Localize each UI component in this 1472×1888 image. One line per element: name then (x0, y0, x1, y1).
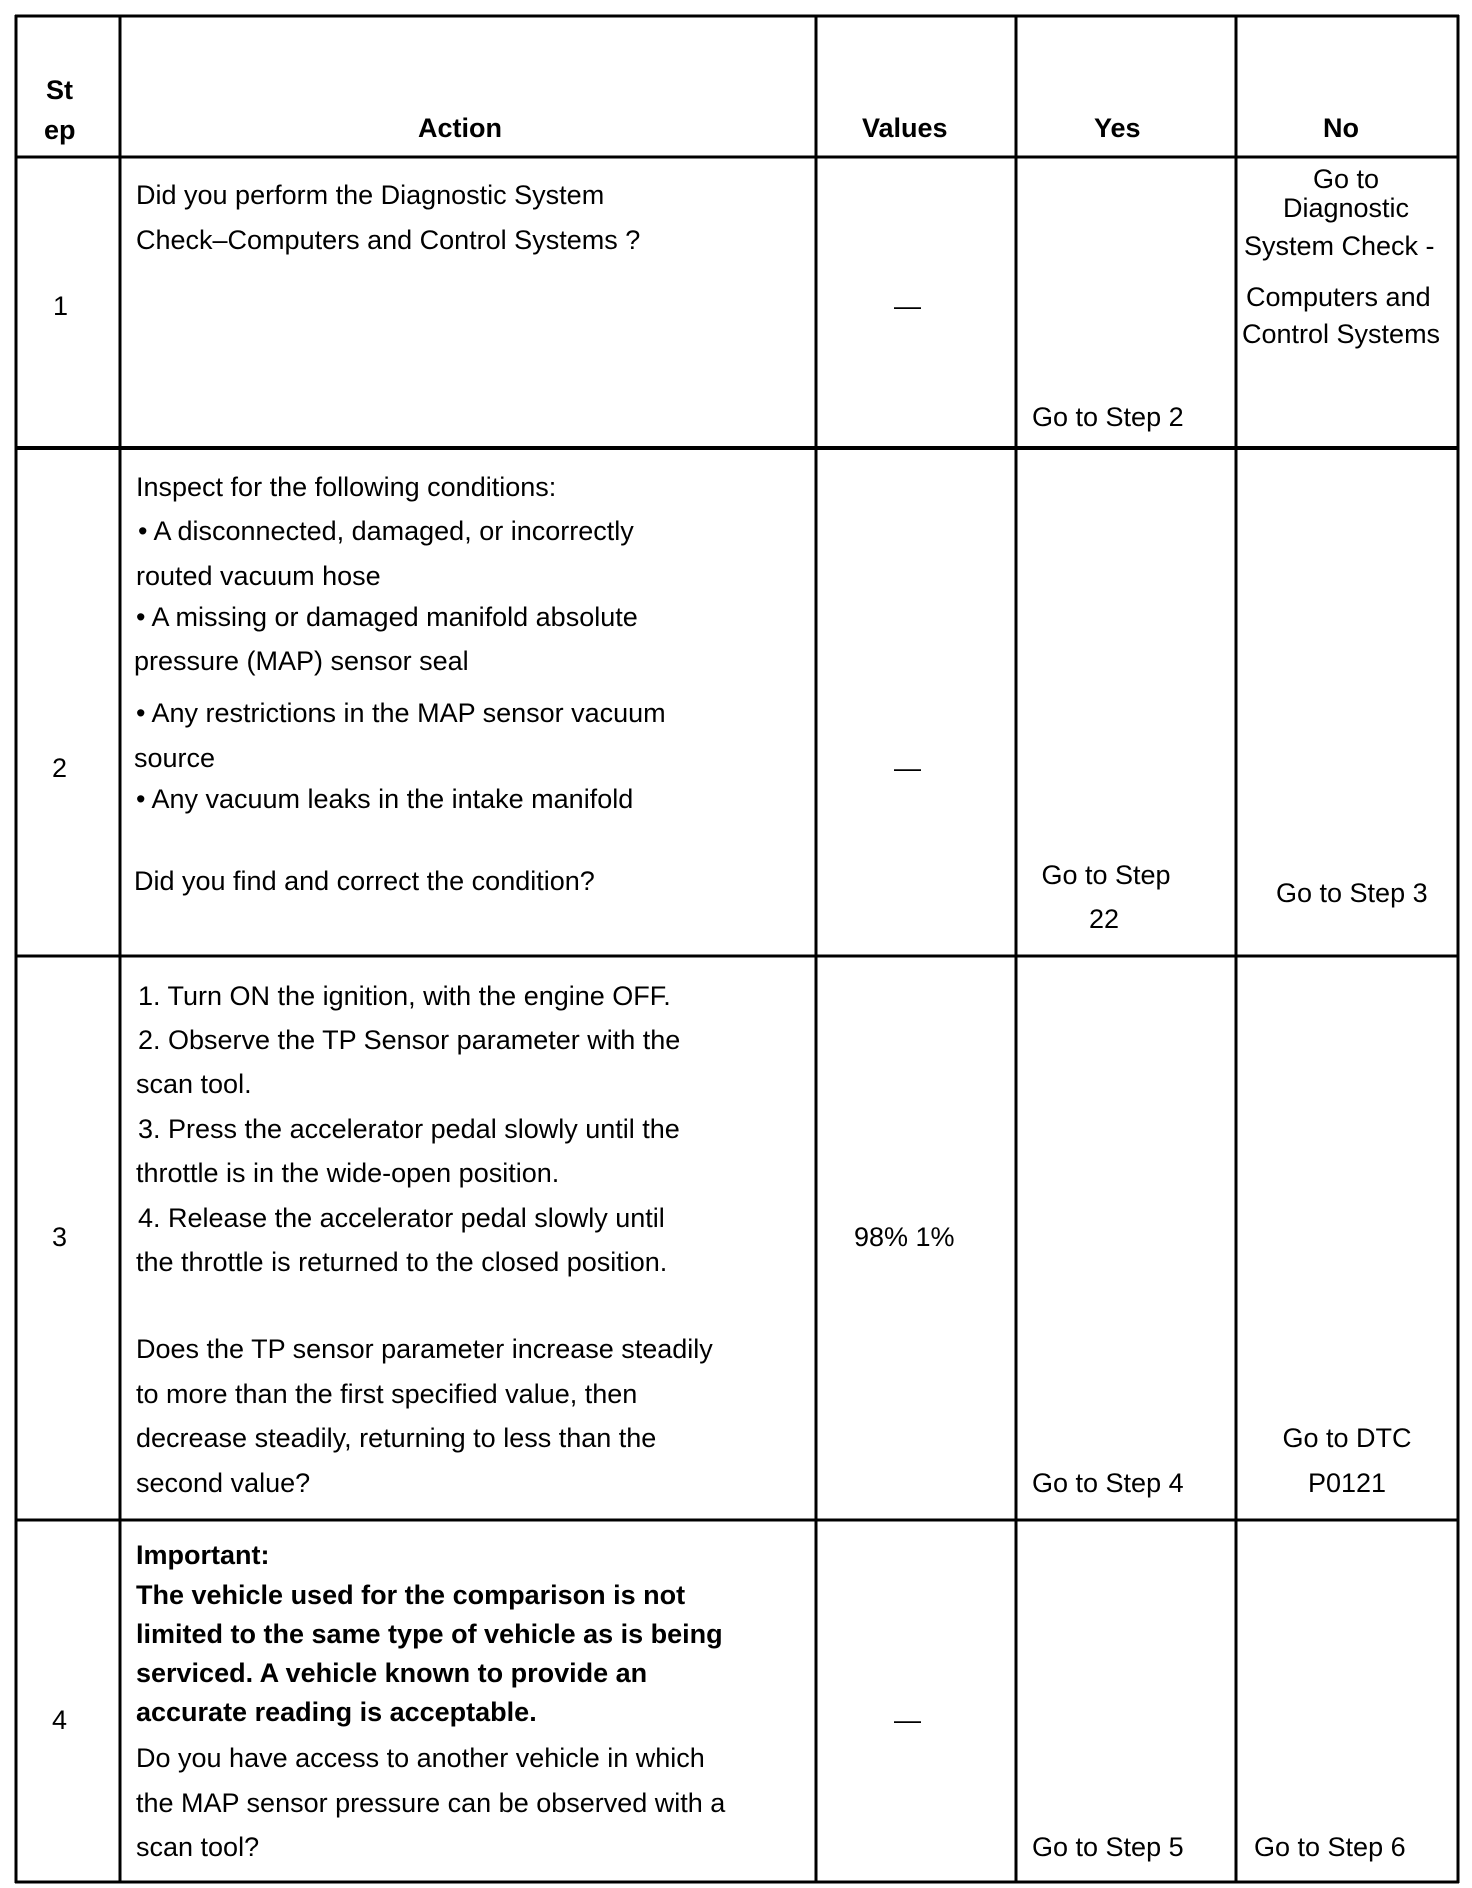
row2-yes-line: 22 (1088, 904, 1120, 934)
row3-action-line: scan tool. (136, 1069, 252, 1099)
row4-important-line: The vehicle used for the comparison is not (136, 1580, 686, 1610)
row2-action-line: • Any restrictions in the MAP sensor vacuum (136, 698, 666, 728)
row3-action-line: 2. Observe the TP Sensor parameter with the (138, 1025, 681, 1055)
row2-no: Go to Step 3 (1276, 878, 1428, 908)
row4-important-line: serviced. A vehicle known to provide an (136, 1658, 648, 1688)
row1-action-line: Check–Computers and Control Systems ? (136, 225, 641, 255)
row4-action-line: the MAP sensor pressure can be observed with a (136, 1788, 726, 1818)
row2-action-line: Did you find and correct the condition? (134, 866, 595, 896)
row4-no: Go to Step 6 (1254, 1832, 1406, 1862)
row3-action-line: throttle is in the wide-open position. (136, 1158, 560, 1188)
row3-action-line: decrease steadily, returning to less than the (136, 1423, 657, 1453)
row1-action-line: Did you perform the Diagnostic System (136, 180, 605, 210)
row2-action-line: • Any vacuum leaks in the intake manifold (136, 784, 634, 814)
row4-value: — (894, 1705, 921, 1735)
row2-action-line: • A disconnected, damaged, or incorrectly (138, 516, 634, 546)
header-step-line1: St (46, 75, 73, 105)
row2-action-line: • A missing or damaged manifold absolute (136, 602, 638, 632)
row3-value: 98% 1% (854, 1222, 955, 1252)
row4-action-line: scan tool? (136, 1832, 260, 1862)
row3-action-line: the throttle is returned to the closed position. (136, 1247, 668, 1277)
row1-no-line: Computers and (1246, 282, 1431, 312)
header-yes: Yes (1094, 113, 1141, 143)
row2-value: — (894, 753, 921, 783)
row1-yes: Go to Step 2 (1032, 402, 1184, 432)
row4-step: 4 (52, 1705, 68, 1735)
row3-action-line: 1. Turn ON the ignition, with the engine OFF. (138, 981, 671, 1011)
row4-action-line: Do you have access to another vehicle in which (136, 1743, 705, 1773)
header-values: Values (862, 113, 948, 143)
row3-action-line: Does the TP sensor parameter increase steadily (136, 1334, 713, 1364)
row4-important-label: Important: (136, 1540, 270, 1570)
row2-action-line: routed vacuum hose (136, 561, 381, 591)
row3-action-line: 3. Press the accelerator pedal slowly until the (138, 1114, 680, 1144)
row3-action-line: 4. Release the accelerator pedal slowly until (138, 1203, 665, 1233)
row3-no-line: P0121 (1307, 1468, 1387, 1498)
row3-step: 3 (52, 1222, 68, 1252)
row1-step: 1 (53, 291, 69, 321)
row3-no-line: Go to DTC (1282, 1423, 1412, 1453)
row1-no-line: Diagnostic (1282, 193, 1410, 223)
row3-action-line: second value? (136, 1468, 311, 1498)
row2-action-line: source (134, 743, 216, 773)
row1-value: — (894, 291, 921, 321)
row4-important-line: accurate reading is acceptable. (136, 1697, 537, 1727)
row4-important-line: limited to the same type of vehicle as is being (136, 1619, 723, 1649)
row2-step: 2 (52, 753, 68, 783)
row3-action-line: to more than the first specified value, then (136, 1379, 638, 1409)
row1-no-line: System Check - (1244, 231, 1435, 261)
row2-yes-line: Go to Step (1041, 860, 1171, 890)
row1-no-line: Go to (1312, 164, 1380, 194)
row2-action-line: Inspect for the following conditions: (136, 472, 557, 502)
row2-action-line: pressure (MAP) sensor seal (134, 646, 469, 676)
header-no: No (1323, 113, 1359, 143)
row4-yes: Go to Step 5 (1032, 1832, 1184, 1862)
header-step-line2: ep (44, 115, 76, 145)
row3-yes: Go to Step 4 (1032, 1468, 1184, 1498)
header-action: Action (418, 113, 502, 143)
row1-no-line: Control Systems (1242, 319, 1441, 349)
